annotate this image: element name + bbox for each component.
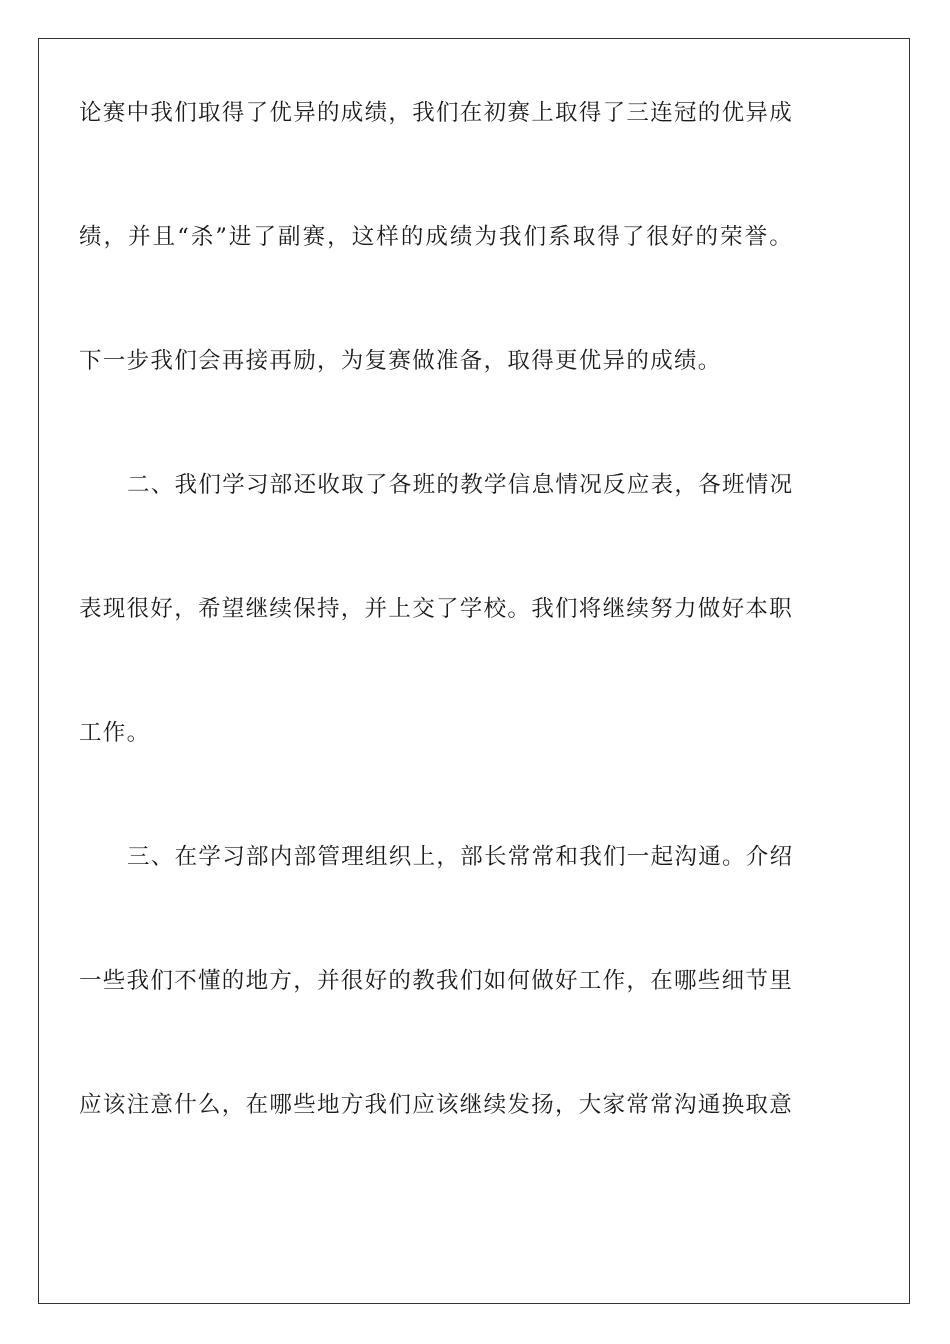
text-line: 论赛中我们取得了优异的成绩，我们在初赛上取得了三连冠的优异成 [79,100,793,126]
text-line: 下一步我们会再接再励，为复赛做准备，取得更优异的成绩。 [79,348,722,374]
text-line: 三、在学习部内部管理组织上，部长常常和我们一起沟通。介绍 [127,844,793,870]
text-line: 应该注意什么，在哪些地方我们应该继续发扬，大家常常沟通换取意 [79,1092,793,1118]
text-line: 二、我们学习部还收取了各班的教学信息情况反应表，各班情况 [127,472,793,498]
text-line: 一些我们不懂的地方，并很好的教我们如何做好工作，在哪些细节里 [79,968,793,994]
text-line: 工作。 [79,720,151,746]
document-body [79,83,793,1199]
text-line: 表现很好，希望继续保持，并上交了学校。我们将继续努力做好本职 [79,596,793,622]
text-line: 绩，并且“杀”进了副赛，这样的成绩为我们系取得了很好的荣誉。 [79,224,793,250]
